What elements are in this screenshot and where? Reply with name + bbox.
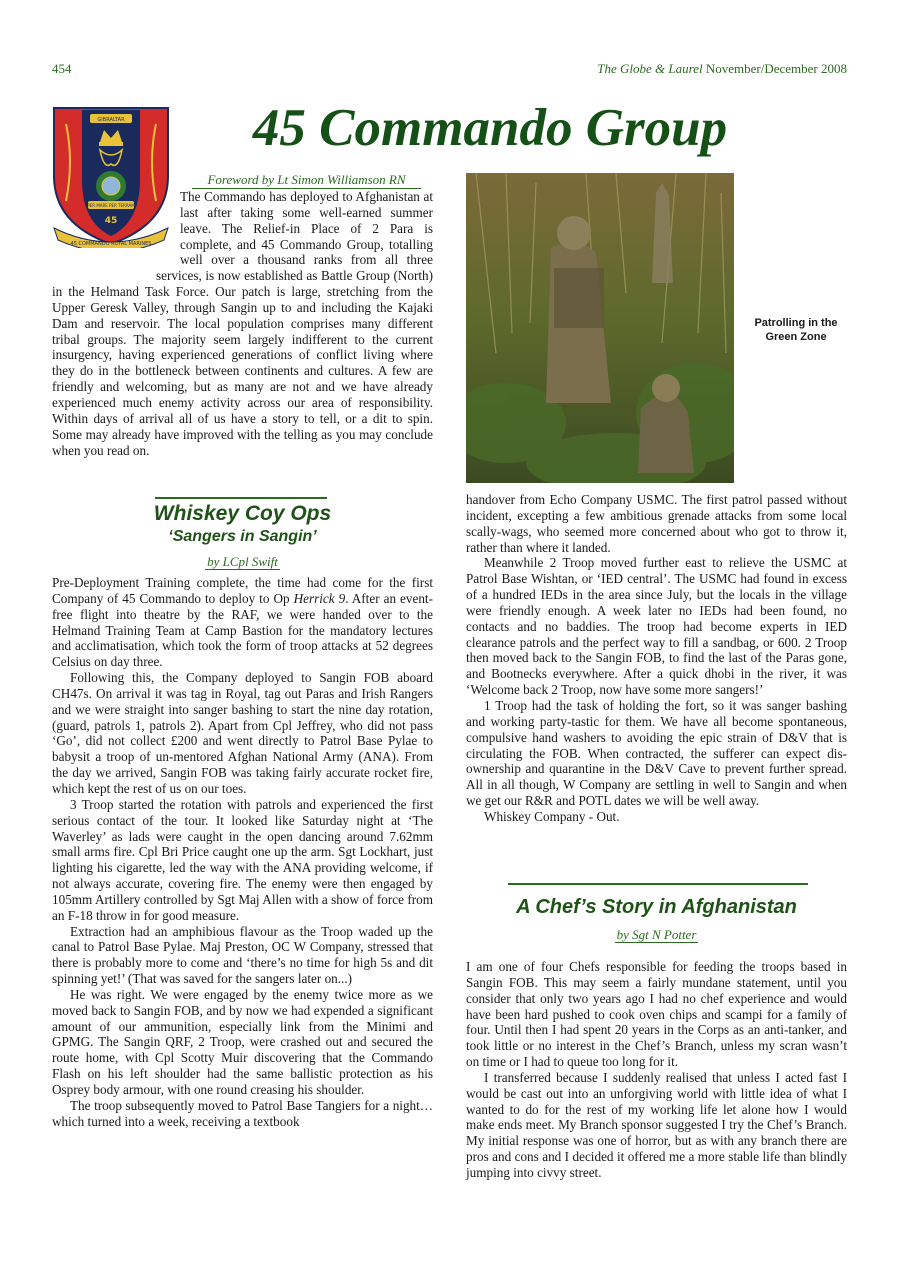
paragraph: The troop subsequently moved to Patrol Base Tangiers for a night… which turned into a week, receiving a textbook [52,1097,433,1129]
chef-byline: by Sgt N Potter [616,927,697,942]
section-divider [508,883,808,885]
crest-bottom-scroll: 45 COMMANDO ROYAL MARINES [70,241,152,247]
crest-mid-scroll: PER MARE PER TERRAM [87,203,135,208]
whiskey-byline: by LCpl Swift [207,554,278,569]
paragraph: Following this, the Company deployed to Sangin FOB aboard CH47s. On arrival it was tag in Royal, tag out Paras and Irish Rangers and we were straight into sanger bashing to start the nine day rotation, (guard, patrols 1, patrols 2). Apart from Cpl Jeffrey, who did not pass ‘Go’, did not collect £200 and went directly to Patrol Base Pylae to babysit a troop of un-mentored Afghan National Army (ANA). From the day we arrived, Sangin FOB was taking fairly accurate rocket fire, which kept the rest of us on our toes. [52,670,433,796]
paragraph: Whiskey Company - Out. [484,808,620,824]
foreword [52,172,433,458]
paragraph: He was right. We were engaged by the enemy twice more as we moved back to Sangin FOB, and by now we had expended a significant amount of our ammunition, especially link from the Minimi and GPMG. The Sangin QRF, 2 Troop, were crashed out and secured the route home, with Cpl Scotty Muir discovering that the Commando Flash on his left shoulder had the same ballistic protection as his Osprey body armour, with one round creasing his shoulder. [52,986,433,1097]
chef-column [466,959,847,1181]
paragraph: I transferred because I suddenly realised that unless I acted fast I would be cast out into an unforgiving world with little idea of what I wanted to do for the rest of my working life let alone how I would make ends meet. My Branch sponsor suggested I try the Chef’s Branch. My initial response was one of horror, but as with any branch there are pros and cons and I decided it offered me a more stable life than blindly jumping into civvy street. [466,1069,847,1180]
paragraph: 3 Troop started the rotation with patrols and experienced the first serious contact of the tour. It looked like Saturday night at ‘The Waverley’ as lads were caught in the open dancing around 7.62mm small arms fire. Cpl Bri Price caught one up the arm. Sgt Lockhart, just lighting his cigarette, led the way with the ANA providing welcome, if not always accurate, covering fire. The enemy were then engaged by 105mm Artillery controlled by Sgt Maj Allen with a show of force from an F-18 throw in for good measure. [52,796,433,923]
section-heading-chef: A Chef’s Story in Afghanistan [516,896,797,918]
foreword-byline: Foreword by Lt Simon Williamson RN [192,172,421,189]
page-title: 45 Commando Group [252,99,728,157]
paragraph: Pre-Deployment Training complete, the time had come for the first Company of 45 Commando to deploy to Op Herrick 9. After an event-free flight into theatre by the RAF, we were handed over to the Helmand Training Team at Camp Bastion for the mandatory lectures and acclimatisation, which took the form of troop attacks at 52 degrees Celsius on day three. [52,575,433,670]
paragraph: I am one of four Chefs responsible for feeding the troops based in Sangin FOB. This may seem a fairly mundane statement, until you consider that only two years ago I had no chef experience and would have been hard pushed to cook oven chips and scampi for a family of four. Until then I had spent 20 years in the Corps as an anti-tanker, and took little or no interest in the Chef’s Branch, unless my scran wasn’t on time or I had to queue too long for it. [466,959,847,1070]
page-number: 454 [52,61,72,76]
paragraph: Extraction had an amphibious flavour as the Troop waded up the canal to Patrol Base Pylae. Maj Preston, OC W Company, stressed that there is probably more to come and ‘there’s no time for high 5s and dit spinning yet!’ (That was saved for the sangers later on...) [52,923,433,987]
paragraph: Meanwhile 2 Troop moved further east to relieve the USMC at Patrol Base Wishtan, or ‘IED central’. The USMC had found in excess of a hundred IEDs in the area since July, but the locals in the village were friendly enough. A week later no IEDs had been found, no contacts and no baddies. The troop had become experts in IED clearance patrols and the perfect way to fill a sandbag, or 600. 2 Troop then moved back to the Sangin FOB, to find the last of the Paras gone, and Bootnecks everywhere. After a quick dhobi in the river, it was ‘Welcome back 2 Troop, now have some more sangers!’ [466,555,847,698]
patrol-photo [466,173,734,483]
section-divider [155,497,327,499]
whiskey-column-left [52,575,433,1130]
issue-date: November/December 2008 [705,61,847,76]
foreword-text: The Commando has deployed to Afghanistan at last after taking some well-earned summer leave. The Relief-in Place of 2 Para is complete, and 45 Commando Group, totalling well over a thousand ranks from all three services, is now established as Battle Group (North) in the Helmand Task Force. Our patch is large, stretching from the Upper Geresk Valley, through Sangin up to and including the Kajaki Dam and reservoir. The local population comprises many different tribal groups. The majority seem largely indifferent to the current insurgency, having experienced generations of conflict living where they do in the bottleneck between continents and cultures. A few are friendly and welcoming, but as many are not and we have already experienced much enemy activity across our area of responsibility. Within days of arrival all of us have a story to tell, or a dit to spin. Some may already have improved with the telling as you may conclude when you read on. [52,189,433,458]
crest-top-scroll: GIBRALTAR [97,117,125,123]
paragraph: handover from Echo Company USMC. The first patrol passed without incident, excepting a few ambitious grenade attacks from some local scally-wags, who seemed more concerned about who got to throw it, rather than where it landed. [466,492,847,555]
section-heading-whiskey: Whiskey Coy Ops [153,502,332,525]
paragraph: 1 Troop had the task of holding the fort, so it was sanger bashing and working party-tastic for them. We have all become spontaneous, compulsive hand washers to avoiding the epic strain of D&V that is circulating the FOB. When contracted, the sufferer can expect dis-ownership and quarantine in the D&V Cave to prevent further spread. All in all though, W Company are settling in well to Sangin and when we get our R&R and POTL dates we will be well away. [466,697,847,809]
crest-number: 45 [104,216,118,226]
publication-line [597,61,847,77]
photo-caption: Patrolling in the Green Zone [754,317,838,343]
whiskey-column-right [466,492,847,825]
section-subheading-whiskey: ‘Sangers in Sangin’ [168,528,317,545]
magazine-name: The Globe & Laurel [597,61,703,76]
